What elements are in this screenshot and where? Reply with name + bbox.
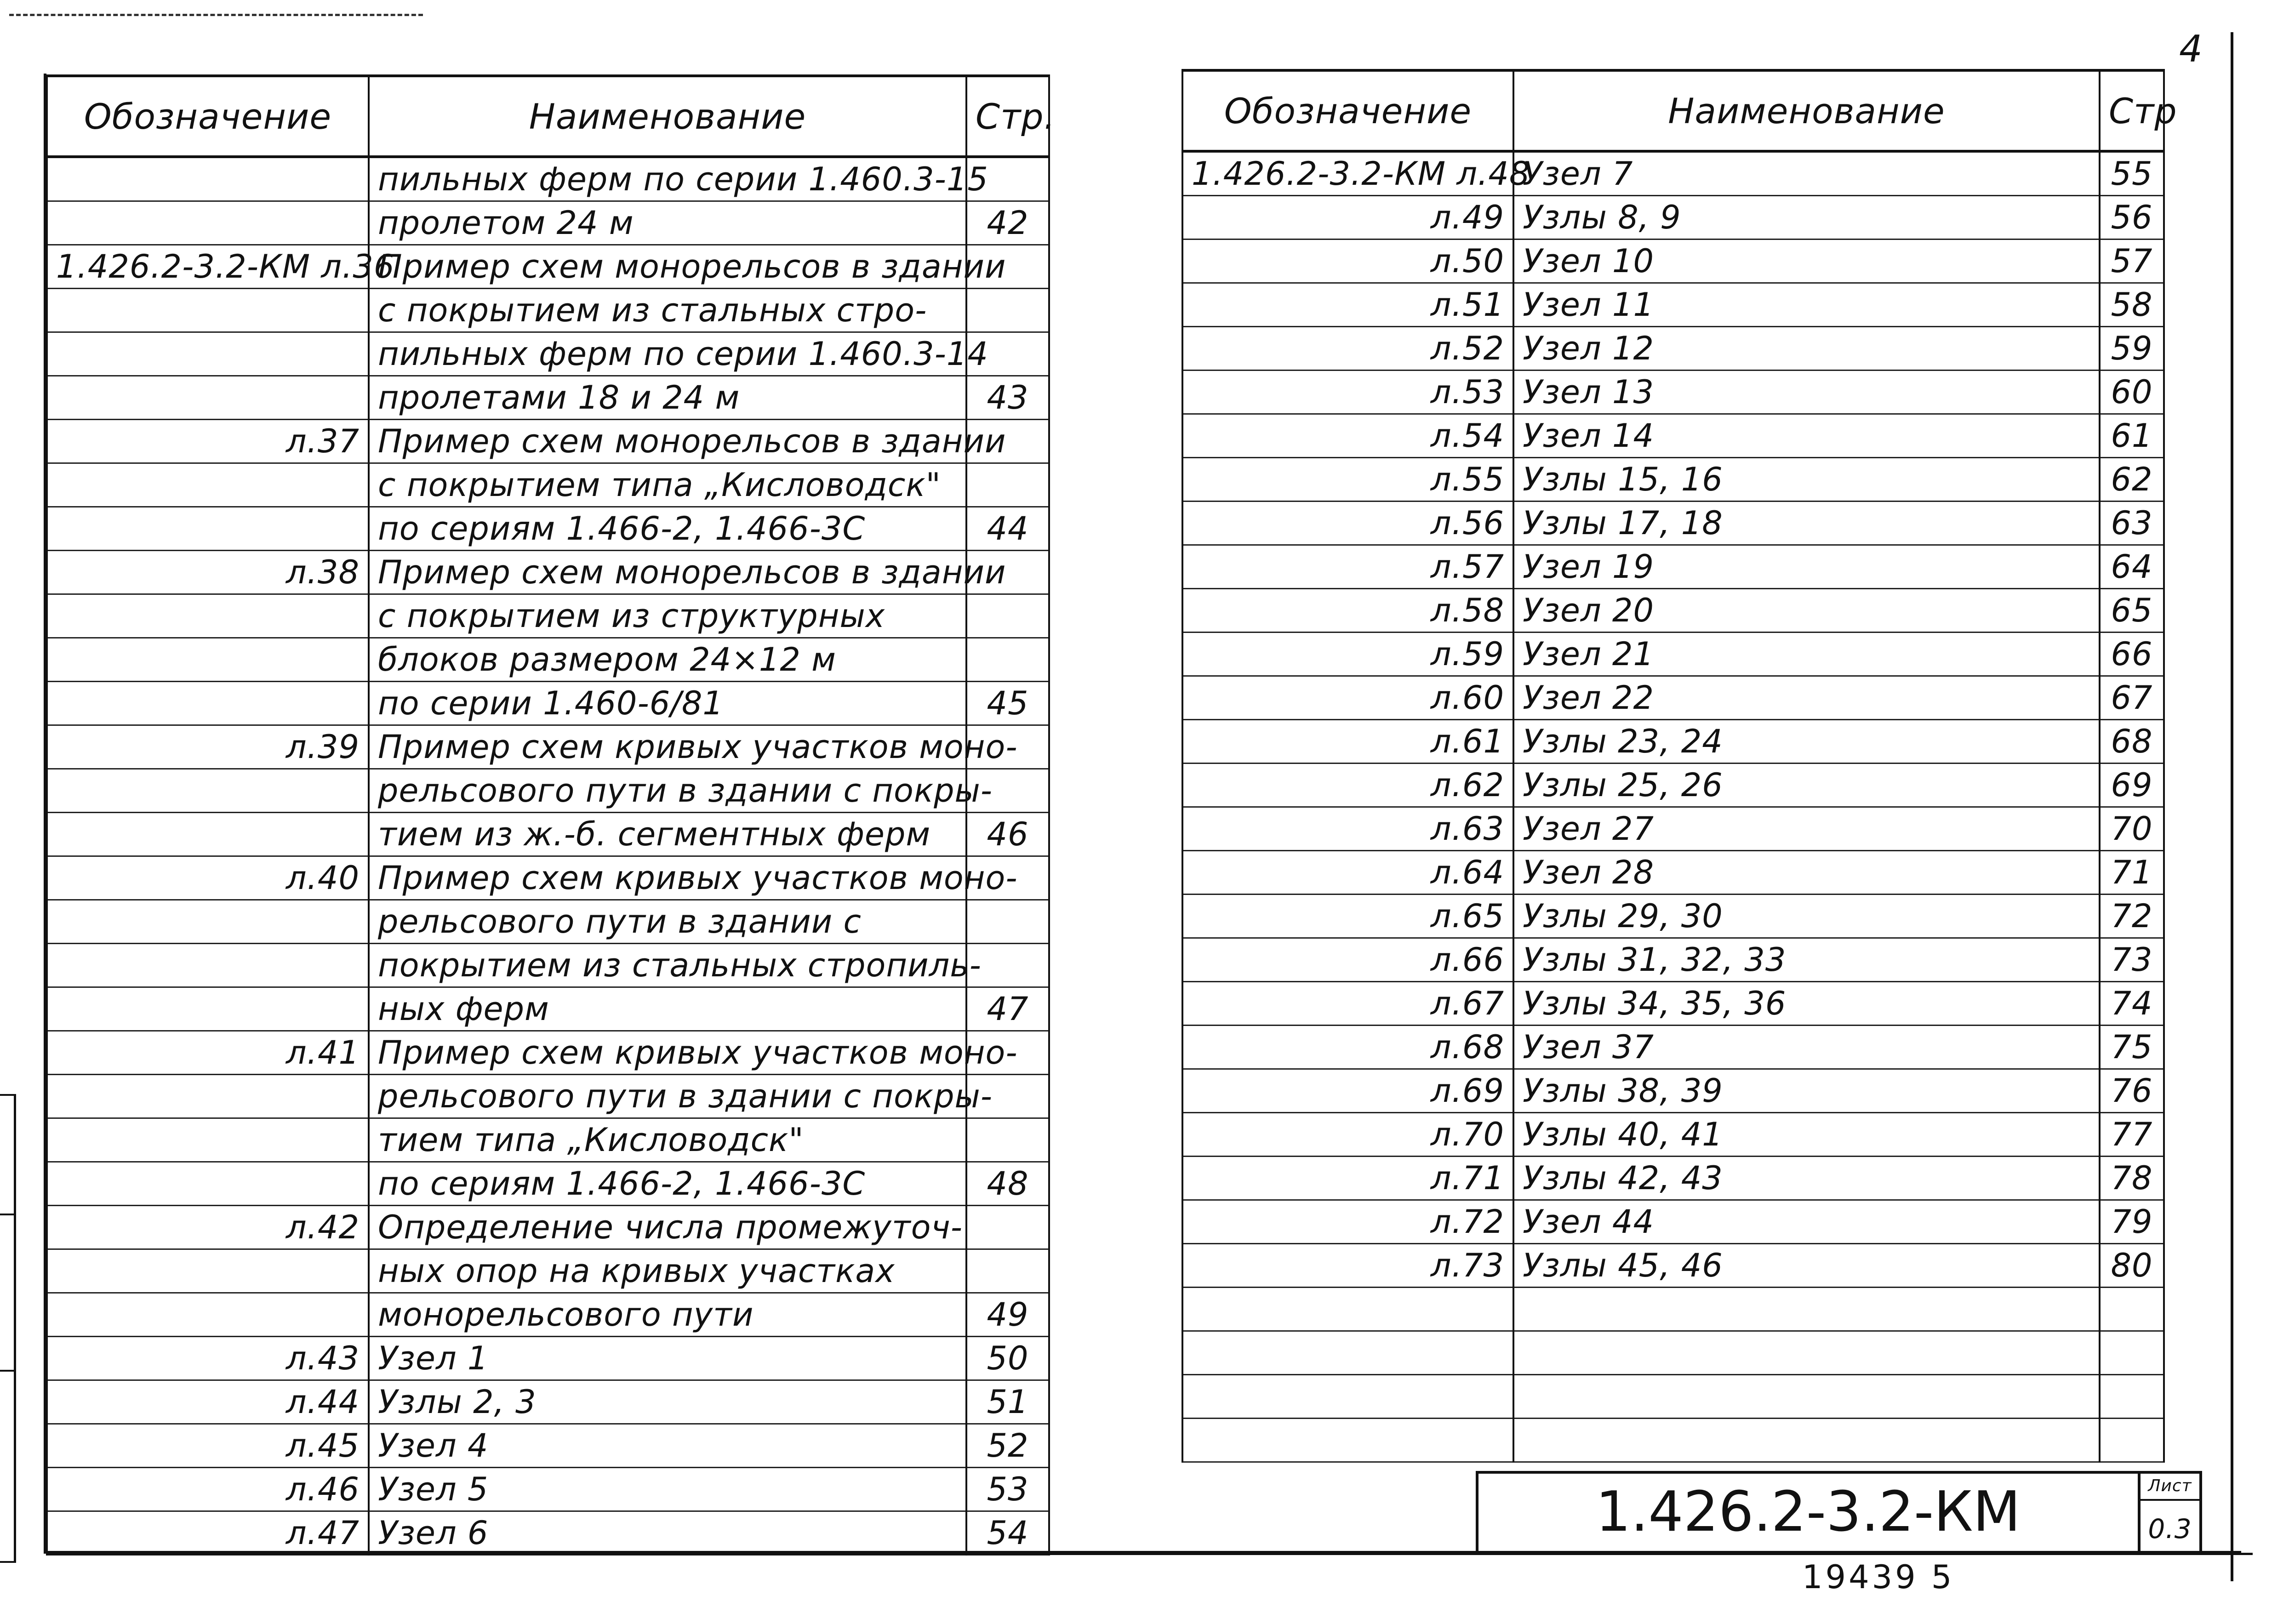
right-designation-cell: л.59 [1182,633,1513,676]
page-mark: 4 [2179,28,2203,70]
right-designation-cell: л.54 [1182,414,1513,458]
left-table-row [47,157,1049,201]
left-page-cell: 43 [966,376,1049,420]
right-table-row [1182,1157,2164,1200]
left-table-row [47,1293,1049,1337]
left-header-row [47,76,1049,157]
left-name-cell: пролетами 18 и 24 м [369,376,966,420]
left-page-cell [966,1249,1049,1293]
right-table-row [1182,895,2164,938]
right-table-row [1182,1200,2164,1244]
right-table-row [1182,239,2164,283]
right-table-row [1182,1375,2164,1419]
left-designation-cell [47,376,369,420]
right-name-cell: Узел 28 [1513,851,2100,895]
left-name-cell: ных опор на кривых участках [369,1249,966,1293]
right-name-cell: Узел 7 [1513,151,2100,196]
right-name-cell: Узел 22 [1513,676,2100,720]
right-page-cell: 65 [2100,589,2164,633]
right-name-cell: Узел 20 [1513,589,2100,633]
left-name-cell: с покрытием из структурных [369,594,966,638]
left-table-row [47,1162,1049,1206]
right-frame-line [2231,32,2233,1581]
left-table-body [47,157,1049,1555]
left-name-cell: Узел 1 [369,1337,966,1380]
right-name-cell: Узлы 38, 39 [1513,1069,2100,1113]
bottom-frame-line [46,1553,2253,1555]
left-designation-cell [47,507,369,551]
right-name-cell: Узел 44 [1513,1200,2100,1244]
right-table-row [1182,676,2164,720]
right-designation-cell: л.62 [1182,764,1513,807]
left-name-cell: с покрытием из стальных стро- [369,289,966,332]
right-name-cell: Узел 37 [1513,1026,2100,1069]
left-table-row [47,900,1049,944]
left-designation-cell [47,987,369,1031]
left-page-cell: 44 [966,507,1049,551]
left-name-cell: покрытием из стальных стропиль- [369,944,966,987]
left-table-row [47,463,1049,507]
left-designation-cell: л.42 [47,1206,369,1249]
right-designation-cell: л.64 [1182,851,1513,895]
right-index-table [1182,69,2177,1463]
left-table-row [47,856,1049,900]
left-table-row [47,332,1049,376]
left-designation-cell: л.37 [47,420,369,463]
left-name-cell: Пример схем монорельсов в здании [369,245,966,289]
right-table-row [1182,501,2164,545]
document-code: 1.426.2-3.2-КМ [1478,1474,2141,1551]
right-table-row [1182,458,2164,501]
left-name-cell: Узел 5 [369,1468,966,1511]
left-designation-cell: л.43 [47,1337,369,1380]
right-name-cell: Узлы 34, 35, 36 [1513,982,2100,1026]
left-name-cell: монорельсового пути [369,1293,966,1337]
right-designation-cell: л.60 [1182,676,1513,720]
left-header-designation: Обозначение [47,76,369,157]
left-name-cell: тием типа „Кисловодск" [369,1118,966,1162]
left-table-row [47,245,1049,289]
right-name-cell: Узел 19 [1513,545,2100,589]
right-page-cell: 56 [2100,196,2164,239]
right-table-row [1182,1069,2164,1113]
sheet-label: Лист [2141,1476,2199,1501]
right-page-cell: 72 [2100,895,2164,938]
right-page-cell [2100,1331,2164,1375]
right-designation-cell: л.49 [1182,196,1513,239]
left-name-cell: рельсового пути в здании с покры- [369,1075,966,1118]
left-designation-cell [47,594,369,638]
right-designation-cell: л.69 [1182,1069,1513,1113]
left-designation-cell [47,1162,369,1206]
right-page-cell: 75 [2100,1026,2164,1069]
right-designation-cell: л.66 [1182,938,1513,982]
left-designation-cell [47,900,369,944]
right-name-cell: Узлы 25, 26 [1513,764,2100,807]
left-page-cell: 49 [966,1293,1049,1337]
right-table-row [1182,1419,2164,1462]
right-table-row [1182,938,2164,982]
left-table-row [47,201,1049,245]
right-header-name: Наименование [1513,70,2100,151]
right-name-cell: Узлы 29, 30 [1513,895,2100,938]
left-designation-cell [47,944,369,987]
left-table-row [47,420,1049,463]
left-name-cell: Пример схем монорельсов в здании [369,551,966,594]
left-name-cell: с покрытием типа „Кисловодск" [369,463,966,507]
right-name-cell: Узлы 40, 41 [1513,1113,2100,1157]
left-designation-cell [47,1118,369,1162]
left-table-row [47,813,1049,856]
right-designation-cell: л.57 [1182,545,1513,589]
left-table-row [47,1031,1049,1075]
left-page-cell [966,463,1049,507]
right-page-cell: 57 [2100,239,2164,283]
right-designation-cell: л.65 [1182,895,1513,938]
left-table-row [47,682,1049,725]
right-page-cell: 69 [2100,764,2164,807]
left-name-cell: ных ферм [369,987,966,1031]
left-name-cell: Пример схем монорельсов в здании [369,420,966,463]
side-stamp-strip [0,1094,16,1563]
left-name-cell: по сериям 1.466-2, 1.466-3С [369,1162,966,1206]
right-header-row [1182,70,2164,151]
sheet-cell [2141,1474,2199,1551]
right-page-cell: 59 [2100,327,2164,370]
left-designation-cell [47,813,369,856]
left-table-row [47,638,1049,682]
left-designation-cell: л.38 [47,551,369,594]
left-page-cell [966,900,1049,944]
right-page-cell: 77 [2100,1113,2164,1157]
right-designation-cell: л.70 [1182,1113,1513,1157]
left-designation-cell: л.46 [47,1468,369,1511]
left-designation-cell: л.47 [47,1511,369,1555]
left-designation-cell: л.39 [47,725,369,769]
left-designation-cell: л.44 [47,1380,369,1424]
left-table-row [47,987,1049,1031]
right-page-cell: 61 [2100,414,2164,458]
left-page-cell: 42 [966,201,1049,245]
left-page-cell: 53 [966,1468,1049,1511]
right-name-cell: Узел 27 [1513,807,2100,851]
left-designation-cell: л.40 [47,856,369,900]
right-designation-cell: л.50 [1182,239,1513,283]
right-designation-cell: л.58 [1182,589,1513,633]
right-table-row [1182,1244,2164,1288]
right-page-cell: 58 [2100,283,2164,327]
left-table-row [47,376,1049,420]
left-page-cell: 46 [966,813,1049,856]
right-name-cell: Узел 10 [1513,239,2100,283]
left-name-cell: рельсового пути в здании с [369,900,966,944]
right-table-row [1182,720,2164,764]
right-header-page: Стр [2100,70,2164,151]
left-name-cell: рельсового пути в здании с покры- [369,769,966,813]
left-table-row [47,1380,1049,1424]
sheet-number: 0.3 [2148,1513,2192,1544]
right-page-cell: 60 [2100,370,2164,414]
right-page-cell: 67 [2100,676,2164,720]
left-name-cell: Узел 4 [369,1424,966,1468]
left-table-row [47,1249,1049,1293]
left-page-cell: 54 [966,1511,1049,1555]
top-dashed-line [9,14,423,16]
right-page-cell: 80 [2100,1244,2164,1288]
left-page-cell: 47 [966,987,1049,1031]
left-page-cell: 45 [966,682,1049,725]
right-name-cell: Узлы 45, 46 [1513,1244,2100,1288]
right-page-cell: 63 [2100,501,2164,545]
right-page-cell [2100,1375,2164,1419]
right-designation-cell: л.55 [1182,458,1513,501]
left-name-cell: по сериям 1.466-2, 1.466-3С [369,507,966,551]
right-designation-cell: л.52 [1182,327,1513,370]
left-page-cell: 48 [966,1162,1049,1206]
right-name-cell [1513,1375,2100,1419]
left-header-name: Наименование [369,76,966,157]
left-table-row [47,289,1049,332]
right-table-row [1182,1026,2164,1069]
right-designation-cell: 1.426.2-3.2-КМ л.48 [1182,151,1513,196]
right-name-cell: Узлы 15, 16 [1513,458,2100,501]
right-table-row [1182,851,2164,895]
right-table-row [1182,545,2164,589]
right-page-cell [2100,1288,2164,1331]
right-table-row [1182,370,2164,414]
left-name-cell: тием из ж.-б. сегментных ферм [369,813,966,856]
right-table-row [1182,633,2164,676]
left-name-cell: пильных ферм по серии 1.460.3-15 [369,157,966,201]
left-designation-cell [47,157,369,201]
right-designation-cell: л.68 [1182,1026,1513,1069]
right-table-row [1182,283,2164,327]
right-table-row [1182,327,2164,370]
right-name-cell: Узлы 8, 9 [1513,196,2100,239]
right-designation-cell: л.71 [1182,1157,1513,1200]
left-name-cell: Узлы 2, 3 [369,1380,966,1424]
left-table-row [47,1424,1049,1468]
right-table-row [1182,414,2164,458]
right-page-cell: 70 [2100,807,2164,851]
right-designation-cell [1182,1331,1513,1375]
right-name-cell [1513,1331,2100,1375]
right-table-row [1182,982,2164,1026]
left-page-cell: 50 [966,1337,1049,1380]
right-name-cell: Узлы 42, 43 [1513,1157,2100,1200]
right-designation-cell: л.53 [1182,370,1513,414]
right-designation-cell: л.63 [1182,807,1513,851]
left-designation-cell [47,463,369,507]
right-page-cell [2100,1419,2164,1462]
left-name-cell: блоков размером 24×12 м [369,638,966,682]
right-page-cell: 55 [2100,151,2164,196]
left-table-row [47,1075,1049,1118]
left-designation-cell: л.41 [47,1031,369,1075]
left-table-row [47,725,1049,769]
right-table-row [1182,1113,2164,1157]
right-table-row [1182,1331,2164,1375]
left-name-cell: пильных ферм по серии 1.460.3-14 [369,332,966,376]
left-table-row [47,1468,1049,1511]
left-name-cell: Пример схем кривых участков моно- [369,725,966,769]
left-page-cell [966,638,1049,682]
left-name-cell: Пример схем кривых участков моно- [369,856,966,900]
right-page-cell: 62 [2100,458,2164,501]
right-page-cell: 74 [2100,982,2164,1026]
left-designation-cell [47,769,369,813]
right-table-row [1182,196,2164,239]
left-name-cell: по серии 1.460-6/81 [369,682,966,725]
right-name-cell: Узлы 17, 18 [1513,501,2100,545]
left-designation-cell [47,1249,369,1293]
left-table-row [47,507,1049,551]
right-designation-cell: л.67 [1182,982,1513,1026]
left-designation-cell [47,638,369,682]
right-designation-cell [1182,1419,1513,1462]
right-designation-cell: л.72 [1182,1200,1513,1244]
right-name-cell: Узел 14 [1513,414,2100,458]
left-designation-cell [47,1075,369,1118]
left-page-cell [966,289,1049,332]
left-table-row [47,944,1049,987]
left-page-cell: 51 [966,1380,1049,1424]
left-designation-cell [47,682,369,725]
right-page-cell: 66 [2100,633,2164,676]
archive-number: 19439 5 [1802,1558,1955,1596]
right-name-cell: Узлы 31, 32, 33 [1513,938,2100,982]
right-designation-cell: л.73 [1182,1244,1513,1288]
right-designation-cell: л.56 [1182,501,1513,545]
left-table-row [47,1206,1049,1249]
left-page-cell [966,1118,1049,1162]
right-name-cell: Узел 12 [1513,327,2100,370]
right-page-cell: 76 [2100,1069,2164,1113]
left-designation-cell: 1.426.2-3.2-КМ л.36 [47,245,369,289]
left-name-cell: Определение числа промежуточ- [369,1206,966,1249]
right-table-row [1182,1288,2164,1331]
right-page-cell: 73 [2100,938,2164,982]
right-header-designation: Обозначение [1182,70,1513,151]
right-designation-cell [1182,1288,1513,1331]
left-table-row [47,1511,1049,1555]
right-page-cell: 68 [2100,720,2164,764]
left-page-cell [966,594,1049,638]
left-designation-cell: л.45 [47,1424,369,1468]
right-page-cell: 64 [2100,545,2164,589]
right-name-cell: Узел 11 [1513,283,2100,327]
title-block [1476,1471,2202,1554]
right-page-cell: 71 [2100,851,2164,895]
left-designation-cell [47,201,369,245]
left-table-row [47,594,1049,638]
left-table-row [47,1337,1049,1380]
left-designation-cell [47,332,369,376]
left-page-cell: 52 [966,1424,1049,1468]
right-table-row [1182,589,2164,633]
right-name-cell: Узел 13 [1513,370,2100,414]
right-table-row [1182,807,2164,851]
right-name-cell [1513,1419,2100,1462]
right-name-cell [1513,1288,2100,1331]
right-page-cell: 78 [2100,1157,2164,1200]
left-name-cell: пролетом 24 м [369,201,966,245]
left-index-table [46,74,1056,1556]
left-page-cell [966,1206,1049,1249]
left-designation-cell [47,1293,369,1337]
left-name-cell: Узел 6 [369,1511,966,1555]
left-table-row [47,769,1049,813]
left-designation-cell [47,289,369,332]
right-name-cell: Узел 21 [1513,633,2100,676]
right-designation-cell: л.61 [1182,720,1513,764]
left-name-cell: Пример схем кривых участков моно- [369,1031,966,1075]
right-table-body [1182,151,2164,1462]
right-designation-cell: л.51 [1182,283,1513,327]
right-designation-cell [1182,1375,1513,1419]
left-table-row [47,1118,1049,1162]
left-header-page: Стр. [966,76,1049,157]
right-page-cell: 79 [2100,1200,2164,1244]
left-table-row [47,551,1049,594]
right-table-row [1182,764,2164,807]
right-name-cell: Узлы 23, 24 [1513,720,2100,764]
right-table-row [1182,151,2164,196]
